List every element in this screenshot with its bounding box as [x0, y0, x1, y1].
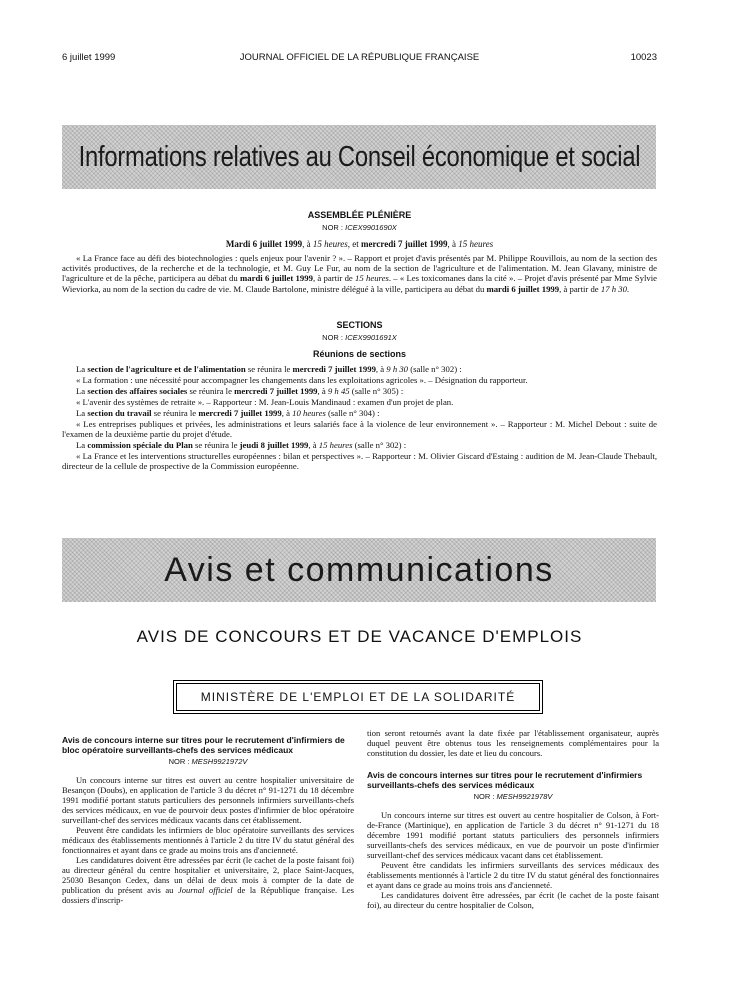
notice-paragraph: Les candidatures doivent être adressées par écrit (le cachet de la poste faisant foi) au directeur général du centre hospitalier et universitaire, 2, place Saint-Jacques, 25030 Besançon Cedex, dans un délai de deux mois à compter de la date de publication du présent avis au Journal officiel de la République française. Les dossiers d'inscrip- — [62, 855, 354, 905]
banner-title: Avis et communications — [164, 550, 554, 589]
notice-paragraph: Un concours interne sur titres est ouvert au centre hospitalier universitaire de Besançon (Doubs), en application de l'article 3 du décret n° 91-1271 du 18 décembre 1991 modifié portant statuts particuliers des personnels infirmiers surveillants-chefs des services médicaux, en vue de pourvoir deux postes d'infirmier de bloc opératoire surveillant-chef des services médicaux vacants dans cet établissement. — [62, 775, 354, 825]
nor-code: ICEX9901690X — [345, 223, 397, 232]
notice-nor: NOR : MESH9921978V — [473, 792, 553, 801]
section-agenda-travail: « Les entreprises publiques et privées, les administrations et leurs salariés face à la violence de leur environnement ». – Rapporteur : M. Michel Debout : suite de l'examen de la deuxième partie du projet d'étude. — [62, 419, 657, 440]
sections-title: SECTIONS — [336, 320, 383, 330]
section-meeting-plan: La commission spéciale du Plan se réunira le jeudi 8 juillet 1999, à 15 heures (salle n° 302) : — [76, 440, 407, 450]
section-agenda-plan: « La France et les interventions structurelles européennes : bilan et perspectives ». – Rapporteur : M. Olivier Giscard d'Estaing : audition de M. Jean-Claude Thebault, directeur de la cellule de prospective de la Commission européenne. — [62, 451, 657, 472]
section-meeting-travail: La section du travail se réunira le mercredi 7 juillet 1999, à 10 heures (salle n° 304) : — [76, 408, 380, 418]
nor-code: ICEX9901691X — [345, 333, 397, 342]
section-agenda-affaires-sociales: « L'avenir des systèmes de retraite ». – Rapporteur : M. Jean-Louis Mandinaud : examen d'un projet de plan. — [76, 397, 454, 407]
sections-nor: NOR : ICEX9901691X — [322, 333, 397, 342]
notice-paragraph: Peuvent être candidats les infirmiers de bloc opératoire surveillants des services médicaux des établissements mentionnés à l'article 2 du titre IV du statut général des fonctionnaires et ayant dans ce grade au moins trois ans d'ancienneté. — [62, 825, 354, 855]
section-meeting-affaires-sociales: La section des affaires sociales se réunira le mercredi 7 juillet 1999, à 9 h 45 (salle n° 305) : — [76, 386, 404, 396]
banner-title: Informations relatives au Conseil économique et social — [78, 140, 640, 173]
column-left — [62, 735, 354, 905]
assemblee-title: ASSEMBLÉE PLÉNIÈRE — [307, 210, 412, 220]
assemblee-date-line: Mardi 6 juillet 1999, à 15 heures, et mercredi 7 juillet 1999, à 15 heures — [225, 239, 494, 249]
issue-date: 6 juillet 1999 — [62, 52, 116, 63]
notice-paragraph: Un concours interne sur titres est ouvert au centre hospitalier de Colson, à Fort-de-France (Martinique), en application de l'article 3 du décret n° 91-1271 du 18 décembre 1991 modifié portant statuts particuliers des personnels infirmiers surveillants-chefs des services médicaux, en vue de pourvoir un poste d'infirmier surveillant-chef des services médicaux vacant dans cet établissement. — [367, 810, 659, 860]
assemblee-paragraph: « La France face au défi des biotechnologies : quels enjeux pour l'avenir ? ». – Rapport et projet d'avis présentés par M. Philippe Rouvillois, au nom de la section des activités productives, de la recherche et de la technologie, et M. Guy Le Fur, au nom de la section de l'agriculture et de l'alimentation. M. Jean Glavany, ministre de l'agriculture et de la pêche, participera au débat du mardi 6 juillet 1999, à partir de 15 heures. – « Les toxicomanes dans la cité ». – Projet d'avis présenté par Mme Sylvie Wieviorka, au nom de la section du cadre de vie. M. Claude Bartolone, ministre délégué à la ville, participera au débat du mardi 6 juillet 1999, à partir de 17 h 30. — [62, 253, 657, 294]
notice-paragraph: Peuvent être candidats les infirmiers surveillants des services médicaux des établissements mentionnés à l'article 2 du titre IV du statut général des fonctionnaires et ayant dans ce grade au moins trois ans d'ancienneté. — [367, 860, 659, 890]
section-meeting-agriculture: La section de l'agriculture et de l'alimentation se réunira le mercredi 7 juillet 1999, à 9 h 30 (salle n° 302) : — [76, 364, 462, 374]
notice-continuation: tion seront retournés avant la date fixée par l'établissement organisateur, auprès duquel peuvent être obtenus tous les renseignements complémentaires pour la constitution du dossier, les date et lieu du concours. — [367, 728, 659, 758]
section-banner-avis — [62, 538, 656, 602]
notice-heading: Avis de concours interne sur titres pour le recrutement d'infirmiers de bloc opératoire surveillants-chefs des services médicaux — [62, 735, 345, 755]
section-banner-ces — [62, 125, 656, 189]
notice-nor: NOR : MESH9921972V — [168, 757, 248, 766]
sections-subtitle: Réunions de sections — [312, 349, 407, 359]
journal-title: JOURNAL OFFICIEL DE LA RÉPUBLIQUE FRANÇAISE — [239, 52, 480, 63]
section-agenda-agriculture: « La formation : une nécessité pour accompagner les changements dans les exploitations agricoles ». – Désignation du rapporteur. — [76, 375, 528, 385]
concours-heading: AVIS DE CONCOURS ET DE VACANCE D'EMPLOIS — [136, 627, 583, 646]
running-head — [62, 52, 657, 66]
notice-paragraph: Les candidatures doivent être adressées, par écrit (le cachet de la poste faisant foi), au directeur du centre hospitalier de Colson, — [367, 890, 659, 910]
ministry-box — [176, 683, 540, 711]
notice-heading: Avis de concours internes sur titres pour le recrutement d'infirmiers surveillants-chefs des services médicaux — [367, 770, 643, 790]
ministry-name: MINISTÈRE DE L'EMPLOI ET DE LA SOLIDARITÉ — [200, 690, 516, 704]
page-number: 10023 — [630, 52, 657, 63]
assemblee-nor: NOR : ICEX9901690X — [322, 223, 397, 232]
column-right — [367, 728, 659, 910]
